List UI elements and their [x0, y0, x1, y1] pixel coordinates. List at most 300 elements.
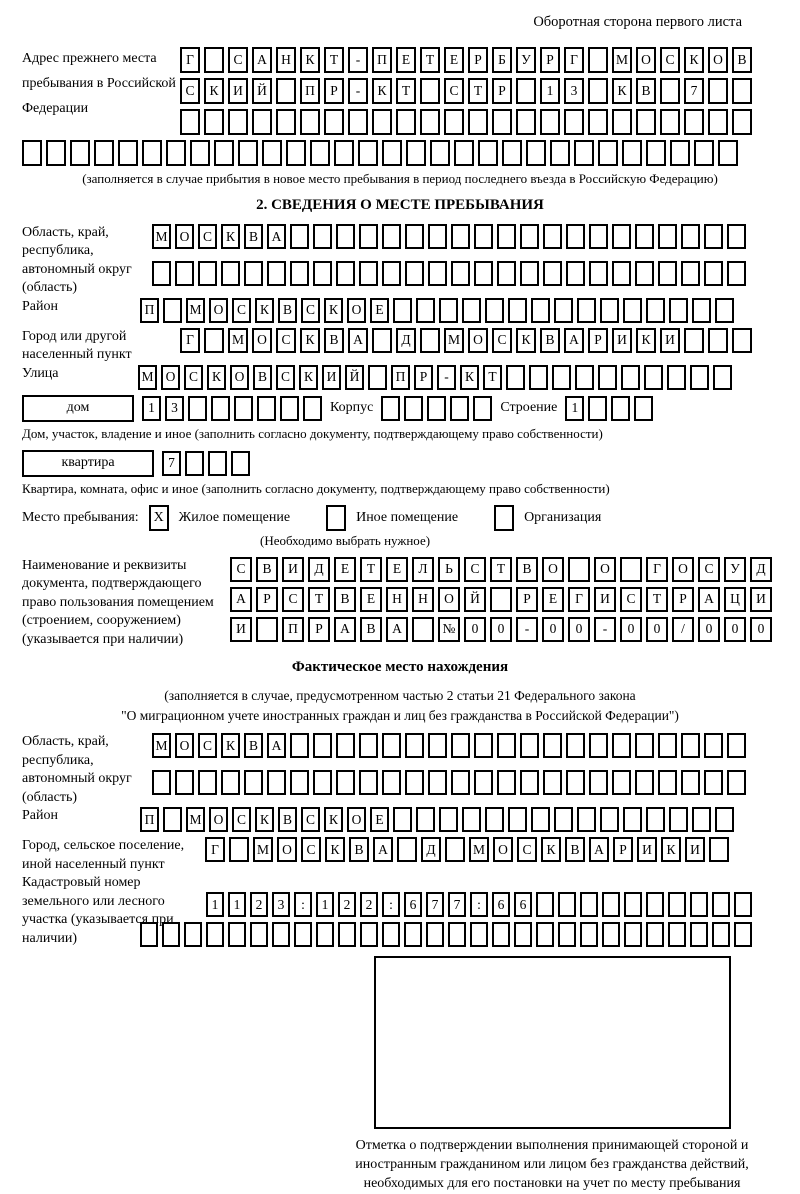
char-cell[interactable]: Е	[360, 587, 382, 612]
char-cell[interactable]	[611, 396, 630, 421]
char-cell[interactable]	[358, 140, 378, 166]
char-cell[interactable]	[252, 109, 272, 135]
char-cell[interactable]	[198, 261, 217, 286]
char-cell[interactable]	[598, 365, 617, 390]
char-cell[interactable]: Р	[308, 617, 330, 642]
char-cell[interactable]	[221, 261, 240, 286]
char-cell[interactable]	[46, 140, 66, 166]
char-cell[interactable]	[451, 224, 470, 249]
char-cell[interactable]: К	[221, 733, 240, 758]
char-cell[interactable]	[162, 922, 180, 947]
char-cell[interactable]: 1	[228, 892, 246, 917]
char-cell[interactable]	[313, 261, 332, 286]
char-cell[interactable]	[238, 140, 258, 166]
char-cell[interactable]	[405, 733, 424, 758]
char-cell[interactable]	[635, 733, 654, 758]
char-cell[interactable]	[543, 261, 562, 286]
char-cell[interactable]	[635, 261, 654, 286]
char-cell[interactable]	[552, 365, 571, 390]
char-cell[interactable]: О	[347, 298, 366, 323]
char-cell[interactable]	[681, 224, 700, 249]
char-cell[interactable]	[732, 328, 752, 353]
char-cell[interactable]	[416, 298, 435, 323]
checkbox-other-premises[interactable]	[326, 505, 346, 531]
char-cell[interactable]	[428, 770, 447, 795]
char-cell[interactable]	[612, 224, 631, 249]
char-cell[interactable]: 0	[464, 617, 486, 642]
char-cell[interactable]: С	[698, 557, 720, 582]
char-cell[interactable]	[712, 922, 730, 947]
char-cell[interactable]	[690, 922, 708, 947]
char-cell[interactable]: Й	[345, 365, 364, 390]
char-cell[interactable]	[316, 922, 334, 947]
char-cell[interactable]	[612, 770, 631, 795]
char-cell[interactable]: А	[386, 617, 408, 642]
char-cell[interactable]: М	[186, 298, 205, 323]
char-cell[interactable]	[397, 837, 417, 862]
char-cell[interactable]	[727, 733, 746, 758]
char-cell[interactable]	[526, 140, 546, 166]
char-cell[interactable]: 2	[360, 892, 378, 917]
char-cell[interactable]: С	[184, 365, 203, 390]
char-cell[interactable]: О	[161, 365, 180, 390]
char-cell[interactable]: Д	[308, 557, 330, 582]
char-cell[interactable]	[313, 224, 332, 249]
char-cell[interactable]	[589, 770, 608, 795]
char-cell[interactable]	[558, 892, 576, 917]
char-cell[interactable]: 1	[565, 396, 584, 421]
char-cell[interactable]	[646, 298, 665, 323]
char-cell[interactable]	[474, 770, 493, 795]
char-cell[interactable]	[405, 261, 424, 286]
char-cell[interactable]	[600, 807, 619, 832]
char-cell[interactable]: О	[175, 733, 194, 758]
char-cell[interactable]	[336, 770, 355, 795]
char-cell[interactable]	[727, 224, 746, 249]
char-cell[interactable]	[152, 770, 171, 795]
char-cell[interactable]: Д	[750, 557, 772, 582]
char-cell[interactable]: Р	[492, 78, 512, 104]
char-cell[interactable]: П	[140, 298, 159, 323]
char-cell[interactable]: 1	[316, 892, 334, 917]
char-cell[interactable]: 7	[162, 451, 181, 476]
char-cell[interactable]	[622, 140, 642, 166]
char-cell[interactable]	[214, 140, 234, 166]
char-cell[interactable]: П	[372, 47, 392, 73]
char-cell[interactable]: Р	[516, 587, 538, 612]
char-cell[interactable]	[473, 396, 492, 421]
char-cell[interactable]: К	[204, 78, 224, 104]
char-cell[interactable]	[658, 261, 677, 286]
char-cell[interactable]: А	[698, 587, 720, 612]
char-cell[interactable]: С	[444, 78, 464, 104]
char-cell[interactable]: О	[209, 298, 228, 323]
char-cell[interactable]: 3	[272, 892, 290, 917]
char-cell[interactable]: В	[732, 47, 752, 73]
char-cell[interactable]	[428, 733, 447, 758]
char-cell[interactable]	[468, 109, 488, 135]
char-cell[interactable]: -	[348, 47, 368, 73]
char-cell[interactable]: К	[255, 298, 274, 323]
char-cell[interactable]: К	[636, 328, 656, 353]
char-cell[interactable]: К	[325, 837, 345, 862]
char-cell[interactable]	[206, 922, 224, 947]
char-cell[interactable]	[140, 922, 158, 947]
char-cell[interactable]	[704, 261, 723, 286]
char-cell[interactable]: -	[437, 365, 456, 390]
char-cell[interactable]	[175, 261, 194, 286]
char-cell[interactable]	[313, 770, 332, 795]
char-cell[interactable]: 2	[250, 892, 268, 917]
char-cell[interactable]	[382, 261, 401, 286]
char-cell[interactable]	[718, 140, 738, 166]
char-cell[interactable]: К	[300, 328, 320, 353]
char-cell[interactable]	[250, 922, 268, 947]
char-cell[interactable]	[588, 109, 608, 135]
char-cell[interactable]: В	[360, 617, 382, 642]
char-cell[interactable]: С	[464, 557, 486, 582]
char-cell[interactable]: Г	[646, 557, 668, 582]
char-cell[interactable]	[368, 365, 387, 390]
char-cell[interactable]: В	[516, 557, 538, 582]
char-cell[interactable]	[566, 224, 585, 249]
char-cell[interactable]	[180, 109, 200, 135]
char-cell[interactable]	[602, 922, 620, 947]
char-cell[interactable]	[690, 365, 709, 390]
char-cell[interactable]	[624, 892, 642, 917]
char-cell[interactable]: Т	[308, 587, 330, 612]
char-cell[interactable]	[280, 396, 299, 421]
char-cell[interactable]: С	[620, 587, 642, 612]
char-cell[interactable]: С	[301, 298, 320, 323]
char-cell[interactable]: С	[232, 298, 251, 323]
char-cell[interactable]	[336, 733, 355, 758]
char-cell[interactable]: И	[612, 328, 632, 353]
char-cell[interactable]	[166, 140, 186, 166]
char-cell[interactable]	[198, 770, 217, 795]
char-cell[interactable]: О	[252, 328, 272, 353]
char-cell[interactable]	[204, 109, 224, 135]
char-cell[interactable]	[520, 733, 539, 758]
char-cell[interactable]	[427, 396, 446, 421]
char-cell[interactable]	[646, 922, 664, 947]
char-cell[interactable]: К	[207, 365, 226, 390]
char-cell[interactable]	[732, 109, 752, 135]
char-cell[interactable]	[612, 109, 632, 135]
char-cell[interactable]	[190, 140, 210, 166]
char-cell[interactable]	[348, 109, 368, 135]
char-cell[interactable]: Е	[444, 47, 464, 73]
char-cell[interactable]	[715, 807, 734, 832]
char-cell[interactable]	[497, 733, 516, 758]
char-cell[interactable]	[566, 733, 585, 758]
char-cell[interactable]: С	[276, 328, 296, 353]
char-cell[interactable]	[669, 807, 688, 832]
char-cell[interactable]: 0	[490, 617, 512, 642]
char-cell[interactable]	[221, 770, 240, 795]
char-cell[interactable]	[600, 298, 619, 323]
char-cell[interactable]	[228, 922, 246, 947]
char-cell[interactable]	[372, 109, 392, 135]
char-cell[interactable]: О	[636, 47, 656, 73]
char-cell[interactable]	[684, 328, 704, 353]
char-cell[interactable]	[577, 807, 596, 832]
char-cell[interactable]	[382, 224, 401, 249]
char-cell[interactable]	[708, 78, 728, 104]
char-cell[interactable]	[497, 261, 516, 286]
char-cell[interactable]: В	[256, 557, 278, 582]
char-cell[interactable]	[430, 140, 450, 166]
char-cell[interactable]: Н	[386, 587, 408, 612]
char-cell[interactable]	[514, 922, 532, 947]
char-cell[interactable]	[520, 224, 539, 249]
char-cell[interactable]: К	[516, 328, 536, 353]
char-cell[interactable]: К	[300, 47, 320, 73]
char-cell[interactable]: О	[594, 557, 616, 582]
char-cell[interactable]: И	[685, 837, 705, 862]
char-cell[interactable]: 0	[724, 617, 746, 642]
char-cell[interactable]	[474, 733, 493, 758]
char-cell[interactable]	[658, 224, 677, 249]
char-cell[interactable]: А	[267, 224, 286, 249]
char-cell[interactable]	[531, 298, 550, 323]
char-cell[interactable]: К	[324, 807, 343, 832]
char-cell[interactable]	[372, 328, 392, 353]
char-cell[interactable]	[338, 922, 356, 947]
char-cell[interactable]: О	[230, 365, 249, 390]
char-cell[interactable]	[420, 109, 440, 135]
char-cell[interactable]	[566, 770, 585, 795]
char-cell[interactable]	[416, 807, 435, 832]
char-cell[interactable]	[451, 261, 470, 286]
char-cell[interactable]: Д	[421, 837, 441, 862]
char-cell[interactable]	[359, 733, 378, 758]
char-cell[interactable]	[621, 365, 640, 390]
char-cell[interactable]	[267, 770, 286, 795]
char-cell[interactable]: П	[282, 617, 304, 642]
char-cell[interactable]	[451, 770, 470, 795]
char-cell[interactable]	[70, 140, 90, 166]
char-cell[interactable]	[712, 892, 730, 917]
char-cell[interactable]	[474, 224, 493, 249]
char-cell[interactable]	[623, 807, 642, 832]
char-cell[interactable]	[450, 396, 469, 421]
char-cell[interactable]: О	[209, 807, 228, 832]
char-cell[interactable]: И	[228, 78, 248, 104]
char-cell[interactable]	[502, 140, 522, 166]
char-cell[interactable]	[142, 140, 162, 166]
char-cell[interactable]	[405, 770, 424, 795]
char-cell[interactable]	[727, 770, 746, 795]
char-cell[interactable]	[276, 78, 296, 104]
char-cell[interactable]: Г	[180, 47, 200, 73]
char-cell[interactable]	[492, 109, 512, 135]
apartment-box[interactable]: квартира	[22, 450, 154, 477]
char-cell[interactable]: С	[492, 328, 512, 353]
char-cell[interactable]: А	[373, 837, 393, 862]
char-cell[interactable]	[692, 807, 711, 832]
char-cell[interactable]	[692, 298, 711, 323]
char-cell[interactable]	[420, 328, 440, 353]
char-cell[interactable]	[276, 109, 296, 135]
char-cell[interactable]	[694, 140, 714, 166]
char-cell[interactable]	[681, 261, 700, 286]
char-cell[interactable]	[406, 140, 426, 166]
char-cell[interactable]: К	[299, 365, 318, 390]
char-cell[interactable]: К	[221, 224, 240, 249]
char-cell[interactable]: С	[228, 47, 248, 73]
char-cell[interactable]: Е	[542, 587, 564, 612]
char-cell[interactable]	[234, 396, 253, 421]
char-cell[interactable]	[303, 396, 322, 421]
char-cell[interactable]: М	[228, 328, 248, 353]
char-cell[interactable]: В	[278, 807, 297, 832]
char-cell[interactable]	[580, 892, 598, 917]
char-cell[interactable]	[708, 328, 728, 353]
char-cell[interactable]	[497, 770, 516, 795]
char-cell[interactable]	[734, 922, 752, 947]
char-cell[interactable]	[478, 140, 498, 166]
char-cell[interactable]: У	[724, 557, 746, 582]
char-cell[interactable]: А	[267, 733, 286, 758]
char-cell[interactable]	[529, 365, 548, 390]
char-cell[interactable]: -	[516, 617, 538, 642]
char-cell[interactable]	[310, 140, 330, 166]
char-cell[interactable]: Д	[396, 328, 416, 353]
char-cell[interactable]	[228, 109, 248, 135]
char-cell[interactable]	[635, 224, 654, 249]
char-cell[interactable]	[163, 807, 182, 832]
char-cell[interactable]	[334, 140, 354, 166]
char-cell[interactable]	[462, 807, 481, 832]
char-cell[interactable]: 3	[165, 396, 184, 421]
char-cell[interactable]: И	[594, 587, 616, 612]
char-cell[interactable]	[589, 224, 608, 249]
char-cell[interactable]: 6	[404, 892, 422, 917]
char-cell[interactable]: 7	[684, 78, 704, 104]
char-cell[interactable]	[669, 298, 688, 323]
char-cell[interactable]: Т	[420, 47, 440, 73]
char-cell[interactable]: Р	[468, 47, 488, 73]
char-cell[interactable]	[508, 807, 527, 832]
char-cell[interactable]	[543, 224, 562, 249]
char-cell[interactable]	[709, 837, 729, 862]
char-cell[interactable]	[474, 261, 493, 286]
char-cell[interactable]: С	[276, 365, 295, 390]
char-cell[interactable]: П	[391, 365, 410, 390]
char-cell[interactable]	[516, 78, 536, 104]
char-cell[interactable]: Е	[386, 557, 408, 582]
char-cell[interactable]: Т	[396, 78, 416, 104]
char-cell[interactable]	[428, 224, 447, 249]
char-cell[interactable]	[704, 770, 723, 795]
char-cell[interactable]	[286, 140, 306, 166]
char-cell[interactable]	[536, 922, 554, 947]
char-cell[interactable]: 0	[568, 617, 590, 642]
char-cell[interactable]: 0	[698, 617, 720, 642]
char-cell[interactable]: С	[301, 837, 321, 862]
char-cell[interactable]: 7	[426, 892, 444, 917]
char-cell[interactable]	[575, 365, 594, 390]
char-cell[interactable]	[708, 109, 728, 135]
char-cell[interactable]	[540, 109, 560, 135]
char-cell[interactable]	[620, 557, 642, 582]
char-cell[interactable]: Ь	[438, 557, 460, 582]
char-cell[interactable]	[382, 733, 401, 758]
char-cell[interactable]: Й	[252, 78, 272, 104]
char-cell[interactable]: В	[253, 365, 272, 390]
char-cell[interactable]	[336, 224, 355, 249]
char-cell[interactable]	[623, 298, 642, 323]
char-cell[interactable]: Г	[564, 47, 584, 73]
char-cell[interactable]	[658, 770, 677, 795]
char-cell[interactable]: И	[750, 587, 772, 612]
char-cell[interactable]	[670, 140, 690, 166]
char-cell[interactable]	[485, 807, 504, 832]
char-cell[interactable]: 6	[492, 892, 510, 917]
char-cell[interactable]	[558, 922, 576, 947]
char-cell[interactable]	[428, 261, 447, 286]
char-cell[interactable]: К	[460, 365, 479, 390]
char-cell[interactable]: А	[348, 328, 368, 353]
char-cell[interactable]	[290, 770, 309, 795]
char-cell[interactable]	[382, 770, 401, 795]
char-cell[interactable]	[420, 78, 440, 104]
char-cell[interactable]: Р	[672, 587, 694, 612]
char-cell[interactable]	[359, 770, 378, 795]
char-cell[interactable]	[580, 922, 598, 947]
char-cell[interactable]	[624, 922, 642, 947]
char-cell[interactable]	[566, 261, 585, 286]
char-cell[interactable]: 0	[750, 617, 772, 642]
char-cell[interactable]: Е	[370, 298, 389, 323]
char-cell[interactable]: С	[232, 807, 251, 832]
char-cell[interactable]: С	[198, 733, 217, 758]
char-cell[interactable]	[290, 261, 309, 286]
char-cell[interactable]: О	[438, 587, 460, 612]
char-cell[interactable]	[22, 140, 42, 166]
char-cell[interactable]: А	[589, 837, 609, 862]
char-cell[interactable]	[439, 807, 458, 832]
char-cell[interactable]: М	[138, 365, 157, 390]
char-cell[interactable]	[290, 733, 309, 758]
char-cell[interactable]: В	[324, 328, 344, 353]
char-cell[interactable]	[300, 109, 320, 135]
char-cell[interactable]: П	[140, 807, 159, 832]
char-cell[interactable]	[543, 733, 562, 758]
char-cell[interactable]: -	[594, 617, 616, 642]
char-cell[interactable]	[267, 261, 286, 286]
char-cell[interactable]	[681, 770, 700, 795]
char-cell[interactable]	[204, 328, 224, 353]
char-cell[interactable]	[393, 807, 412, 832]
char-cell[interactable]	[520, 261, 539, 286]
char-cell[interactable]	[564, 109, 584, 135]
char-cell[interactable]: А	[230, 587, 252, 612]
char-cell[interactable]: И	[230, 617, 252, 642]
char-cell[interactable]	[451, 733, 470, 758]
char-cell[interactable]	[684, 109, 704, 135]
char-cell[interactable]: Р	[540, 47, 560, 73]
char-cell[interactable]	[257, 396, 276, 421]
char-cell[interactable]: М	[152, 733, 171, 758]
char-cell[interactable]	[244, 770, 263, 795]
char-cell[interactable]: О	[493, 837, 513, 862]
char-cell[interactable]	[462, 298, 481, 323]
char-cell[interactable]	[734, 892, 752, 917]
char-cell[interactable]	[208, 451, 227, 476]
char-cell[interactable]	[336, 261, 355, 286]
